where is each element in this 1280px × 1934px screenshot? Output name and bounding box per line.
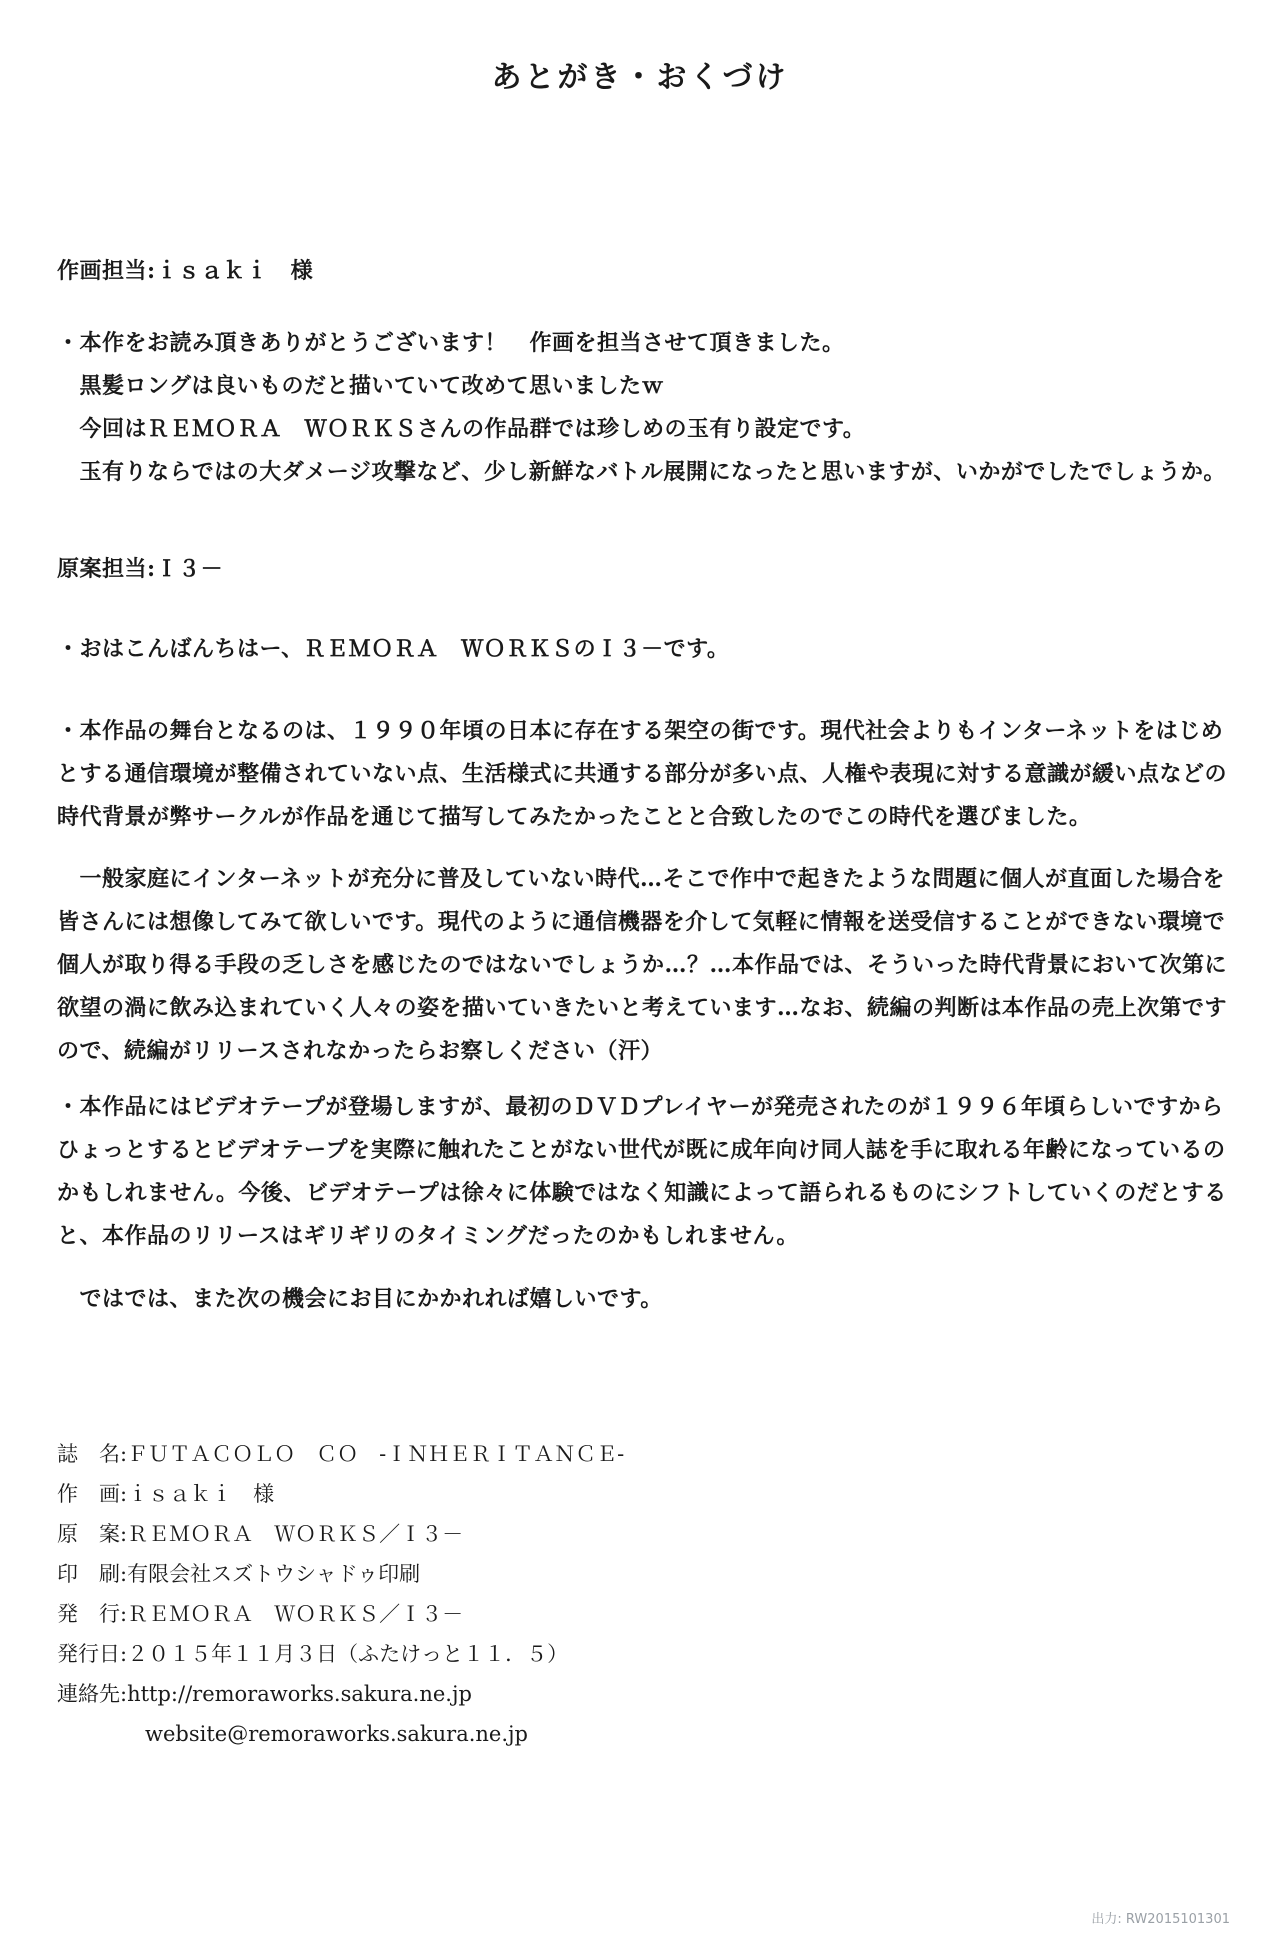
artist-comment-line: 玉有りならではの大ダメージ攻撃など、少し新鮮なバトル展開になったと思いますが、いかがでしたでしょうか。 [57,459,1226,485]
colophon-row [57,1634,1232,1674]
colophon-row [57,1554,1232,1594]
colophon-value: ＲＥＭＯＲＡ ＷＯＲＫＳ／Ｉ３－ [127,1522,464,1546]
imagine-paragraph-line: 一般家庭にインターネットが充分に普及していない時代…そこで作中で起きたような問題に個人が直面した場合を [57,866,1226,892]
artist-comment-line: 黒髪ロングは良いものだと描いていて改めて思いましたｗ [57,373,665,399]
writer-section-heading: 原案担当:Ｉ３－ [57,556,224,582]
videotape-paragraph-line: と、本作品のリリースはギリギリのタイミングだったのかもしれません。 [57,1223,799,1249]
videotape-paragraph-line: かもしれません。今後、ビデオテープは徐々に体験ではなく知識によって語られるものにシフトしていくのだとする [57,1180,1227,1206]
colophon [57,1434,1232,1754]
colophon-row [57,1674,1232,1714]
artist-comment-line: 今回はＲＥＭＯＲＡ ＷＯＲＫＳさんの作品群では珍しめの玉有り設定です。 [57,416,866,442]
colophon-row [57,1434,1232,1474]
colophon-label: 原 案: [57,1522,128,1546]
colophon-value: ２０１５年１１月３日（ふたけっと１１．５） [127,1642,569,1666]
videotape-paragraph [57,1086,1232,1258]
colophon-label: 発行日: [57,1642,128,1666]
colophon-label: 印 刷: [57,1562,128,1586]
colophon-row [57,1514,1232,1554]
imagine-paragraph [57,858,1232,1073]
videotape-paragraph-line: ひょっとするとビデオテープを実際に触れたことがない世代が既に成年向け同人誌を手に取れる年齢になっているの [57,1137,1226,1163]
setting-paragraph [57,710,1232,839]
colophon-value: ｉｓａｋｉ 様 [127,1482,275,1506]
setting-paragraph-line: ・本作品の舞台となるのは、１９９０年頃の日本に存在する架空の街です。現代社会よりもインターネットをはじめ [57,718,1224,744]
colophon-contact-url: http://remoraworks.sakura.ne.jp [127,1682,472,1706]
colophon-value: 有限会社スズトウシャドゥ印刷 [127,1562,421,1586]
artist-comment-paragraph [57,322,1232,494]
writer-greeting-line: ・おはこんばんちはー、ＲＥＭＯＲＡ ＷＯＲＫＳのＩ３－です。 [57,636,730,662]
artist-section-heading: 作画担当:ｉｓａｋｉ 様 [57,258,314,284]
colophon-label: 誌 名: [57,1442,128,1466]
output-code: 出力: RW2015101301 [1091,1912,1230,1927]
colophon-value: ＲＥＭＯＲＡ ＷＯＲＫＳ／Ｉ３－ [127,1602,464,1626]
colophon-contact-email: website@remoraworks.sakura.ne.jp [145,1722,528,1746]
colophon-label: 連絡先: [57,1682,128,1706]
artist-comment-line: ・本作をお読み頂きありがとうございます！ 作画を担当させて頂きました。 [57,330,845,356]
imagine-paragraph-line: 欲望の渦に飲み込まれていく人々の姿を描いていきたいと考えています…なお、続編の判断は本作品の売上次第です [57,995,1228,1021]
imagine-paragraph-line: 皆さんには想像してみて欲しいです。現代のように通信機器を介して気軽に情報を送受信することができない環境で [57,909,1226,935]
setting-paragraph-line: 時代背景が弊サークルが作品を通じて描写してみたかったことと合致したのでこの時代を選びました。 [57,804,1092,830]
colophon-value: ＦＵＴＡＣＯＬＯ ＣＯ -ＩＮＨＥＲＩＴＡＮＣＥ- [127,1442,625,1466]
page-title: あとがき・おくづけ [491,60,789,95]
colophon-row [57,1594,1232,1634]
colophon-label: 発 行: [57,1602,128,1626]
imagine-paragraph-line: 個人が取り得る手段の乏しさを感じたのではないでしょうか…？…本作品では、そういった時代背景において次第に [57,952,1228,978]
colophon-row [57,1474,1232,1514]
videotape-paragraph-line: ・本作品にはビデオテープが登場しますが、最初のＤＶＤプレイヤーが発売されたのが１９９６年頃らしいですから [57,1094,1224,1120]
colophon-label: 作 画: [57,1482,128,1506]
imagine-paragraph-line: ので、続編がリリースされなかったらお察しください（汗） [57,1038,663,1064]
setting-paragraph-line: とする通信環境が整備されていない点、生活様式に共通する部分が多い点、人権や表現に対する意識が緩い点などの [57,761,1228,787]
closing-line: ではでは、また次の機会にお目にかかれれば嬉しいです。 [57,1286,663,1312]
